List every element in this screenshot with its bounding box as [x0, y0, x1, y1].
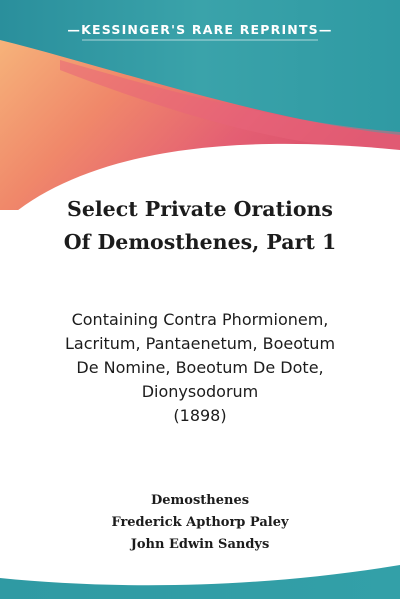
subtitle-line: Dionysodorum	[141, 382, 259, 401]
author-list	[20, 490, 380, 556]
banner-dash-left: —	[67, 22, 82, 37]
author-name: Demosthenes	[150, 493, 250, 508]
title-line: Of Demosthenes, Part 1	[63, 230, 337, 254]
publisher-banner	[0, 22, 400, 37]
banner-text: KESSINGER'S RARE REPRINTS	[81, 22, 319, 37]
subtitle-year: (1898)	[173, 406, 227, 425]
subtitle-line: Containing Contra Phormionem,	[71, 310, 329, 329]
title-line: Select Private Orations	[67, 197, 333, 221]
author-name: Frederick Apthorp Paley	[111, 515, 289, 530]
author-name: John Edwin Sandys	[130, 537, 270, 552]
banner-dash-right: —	[318, 22, 333, 37]
subtitle-line: Lacritum, Pantaenetum, Boeotum	[64, 334, 336, 353]
book-title	[20, 193, 380, 259]
book-subtitle	[20, 308, 380, 428]
subtitle-line: De Nomine, Boeotum De Dote,	[76, 358, 324, 377]
